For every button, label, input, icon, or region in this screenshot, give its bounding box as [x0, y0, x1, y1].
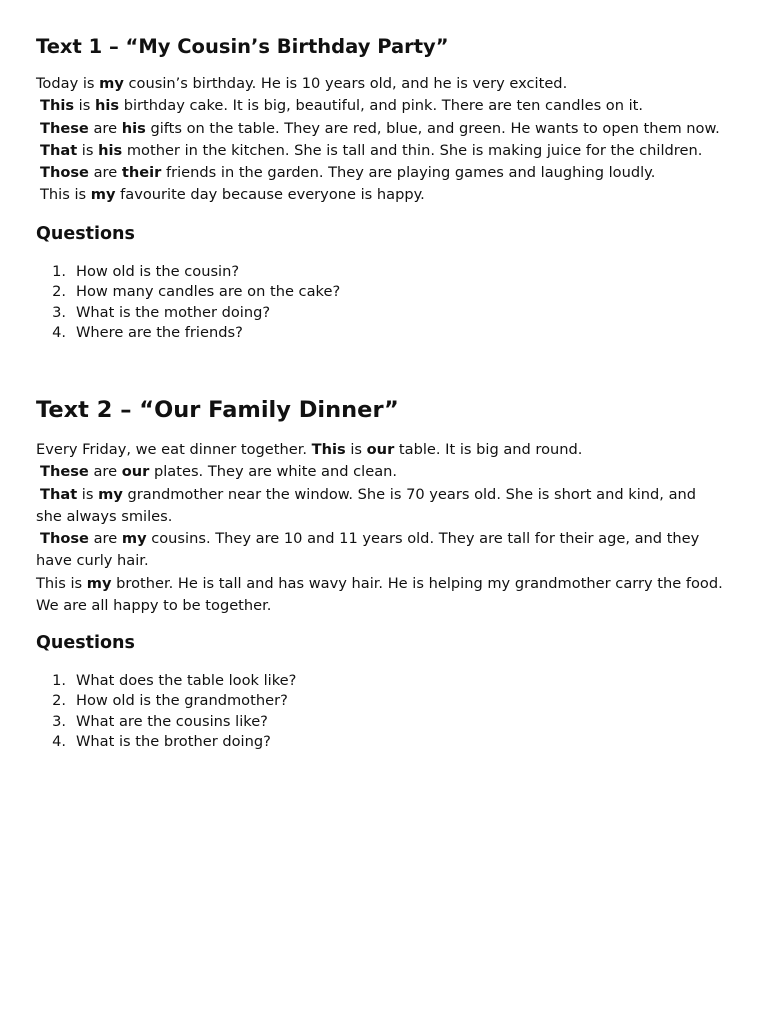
text2-paragraph	[36, 439, 726, 617]
text2-line-1: Every Friday, we eat dinner together. This is our table. It is big and round.	[36, 441, 583, 458]
text2-line-4: Those are my cousins. They are 10 and 11 years old. They are tall for their age, and they have curly hair.	[36, 530, 700, 570]
list-item: 2. How many candles are on the cake?	[52, 283, 341, 301]
list-item: 3. What are the cousins like?	[52, 712, 268, 730]
list-item: 2. How old is the grandmother?	[52, 692, 288, 710]
text1-line-1: Today is my cousin’s birthday. He is 10 years old, and he is very excited.	[36, 75, 568, 92]
list-item: 1. What does the table look like?	[52, 672, 297, 689]
text2-line-3: That is my grandmother near the window. She is 70 years old. She is short and kind, and she always smiles.	[36, 485, 697, 525]
text2-line-2: These are our plates. They are white and clean.	[40, 463, 398, 481]
text1-questions-list	[36, 262, 340, 344]
text1-questions-heading: Questions	[36, 224, 135, 244]
text1-line-6: This is my favourite day because everyone is happy.	[40, 186, 425, 204]
list-item: 3. What is the mother doing?	[52, 303, 271, 321]
text1-line-2: This is his birthday cake. It is big, beautiful, and pink. There are ten candles on it.	[40, 97, 644, 115]
text1-paragraph	[36, 73, 726, 207]
text1-title: Text 1 – “My Cousin’s Birthday Party”	[36, 35, 449, 58]
text1-line-5: Those are their friends in the garden. They are playing games and laughing loudly.	[40, 164, 656, 182]
text2-title: Text 2 – “Our Family Dinner”	[36, 397, 399, 423]
text1-line-4: That is his mother in the kitchen. She is tall and thin. She is making juice for the children.	[40, 141, 703, 159]
text1-line-3: These are his gifts on the table. They are red, blue, and green. He wants to open them now.	[40, 119, 720, 137]
text2-line-5: This is my brother. He is tall and has wavy hair. He is helping my grandmother carry the food. We are all happy to be together.	[36, 574, 723, 615]
text2-questions-heading: Questions	[36, 633, 135, 653]
list-item: 4. What is the brother doing?	[52, 733, 271, 751]
list-item: 4. Where are the friends?	[52, 324, 243, 342]
list-item: 1. How old is the cousin?	[52, 263, 240, 280]
text2-questions-list	[36, 671, 296, 753]
